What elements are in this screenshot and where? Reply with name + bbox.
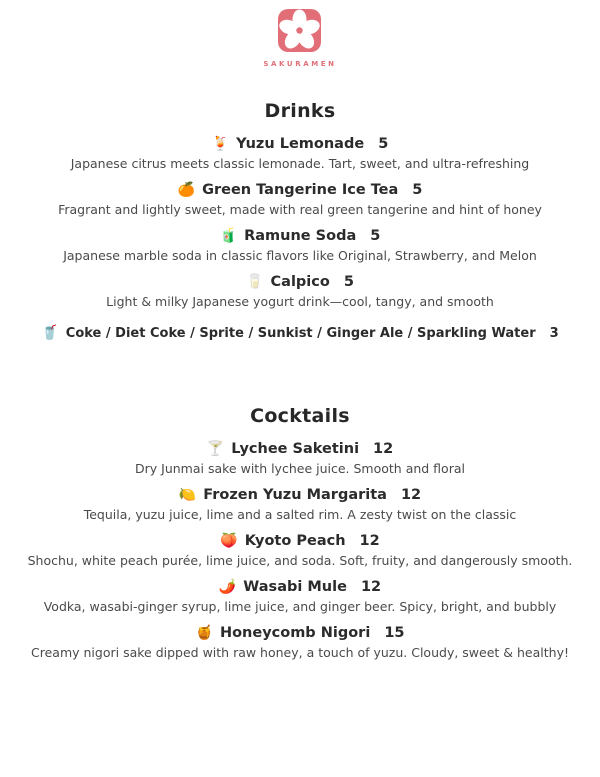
section-cocktails [0, 405, 600, 661]
cup-with-straw-icon: 🥤 [41, 325, 59, 341]
section-title: Drinks [264, 100, 336, 122]
item-price: 12 [373, 441, 394, 457]
menu-item-fountain-sodas [0, 324, 600, 343]
item-price: 5 [370, 228, 381, 244]
menu-item-green-tangerine-ice-tea [0, 181, 600, 218]
item-description: Light & milky Japanese yogurt drink—cool, tangy, and smooth [106, 294, 494, 309]
honey-pot-icon: 🍯 [195, 625, 213, 641]
cocktails-items [0, 440, 600, 661]
sakura-flower-icon [277, 8, 322, 53]
item-title-line [0, 227, 600, 245]
item-title-line [0, 532, 600, 550]
item-description: Dry Junmai sake with lychee juice. Smooth and floral [135, 461, 465, 476]
tropical-drink-icon: 🍹 [211, 136, 230, 152]
item-name: Yuzu Lemonade [236, 136, 365, 152]
section-title: Cocktails [250, 405, 350, 427]
menu-item-frozen-yuzu-margarita [0, 486, 600, 523]
item-name: Kyoto Peach [244, 533, 346, 549]
item-price: 15 [384, 625, 405, 641]
item-title-line [0, 440, 600, 458]
menu-item-lychee-saketini [0, 440, 600, 477]
menu-item-calpico [0, 273, 600, 310]
menu-item-kyoto-peach [0, 532, 600, 569]
item-title-line [0, 624, 600, 642]
juice-box-icon: 🧃 [219, 228, 238, 244]
item-price: 12 [359, 533, 380, 549]
item-description: Japanese citrus meets classic lemonade. Tart, sweet, and ultra-refreshing [70, 156, 530, 171]
item-price: 5 [343, 274, 354, 290]
item-description: Japanese marble soda in classic flavors like Original, Strawberry, and Melon [63, 248, 537, 263]
item-name: Green Tangerine Ice Tea [202, 182, 399, 198]
lemon-icon: 🍋 [178, 487, 197, 503]
item-title-line [0, 324, 600, 343]
item-title-line [0, 135, 600, 153]
item-name: Coke / Diet Coke / Sprite / Sunkist / Ginger Ale / Sparkling Water [65, 326, 536, 341]
item-description: Creamy nigori sake dipped with raw honey, a touch of yuzu. Cloudy, sweet & healthy! [31, 645, 569, 660]
menu-item-ramune-soda [0, 227, 600, 264]
item-name: Honeycomb Nigori [219, 625, 371, 641]
item-name: Lychee Saketini [231, 441, 360, 457]
item-name: Ramune Soda [244, 228, 357, 244]
item-title-line [0, 273, 600, 291]
menu-item-wasabi-mule [0, 578, 600, 615]
cocktail-glass-icon: 🍸 [206, 441, 225, 457]
item-price: 3 [549, 326, 559, 341]
menu-item-yuzu-lemonade [0, 135, 600, 172]
item-title-line [0, 181, 600, 199]
item-name: Wasabi Mule [243, 579, 347, 595]
item-description: Tequila, yuzu juice, lime and a salted rim. A zesty twist on the classic [83, 507, 517, 522]
item-price: 5 [378, 136, 389, 152]
chili-pepper-icon: 🌶️ [218, 579, 237, 595]
item-price: 5 [412, 182, 423, 198]
section-drinks [0, 100, 600, 343]
item-description: Shochu, white peach purée, lime juice, and soda. Soft, fruity, and dangerously smooth. [27, 553, 573, 568]
milk-glass-icon: 🥛 [246, 274, 264, 290]
item-name: Frozen Yuzu Margarita [203, 487, 387, 503]
menu-item-honeycomb-nigori [0, 624, 600, 661]
item-title-line [0, 578, 600, 596]
drinks-items [0, 135, 600, 343]
item-price: 12 [400, 487, 422, 503]
peach-icon: 🍑 [220, 533, 238, 549]
tangerine-icon: 🍊 [177, 182, 196, 198]
item-description: Fragrant and lightly sweet, made with real green tangerine and hint of honey [58, 202, 542, 217]
item-description: Vodka, wasabi-ginger syrup, lime juice, and ginger beer. Spicy, bright, and bubbly [43, 599, 557, 614]
item-name: Calpico [270, 274, 330, 290]
restaurant-logo [263, 8, 336, 68]
brand-name: SAKURAMEN [263, 60, 337, 68]
item-title-line [0, 486, 600, 504]
item-price: 12 [360, 579, 382, 595]
